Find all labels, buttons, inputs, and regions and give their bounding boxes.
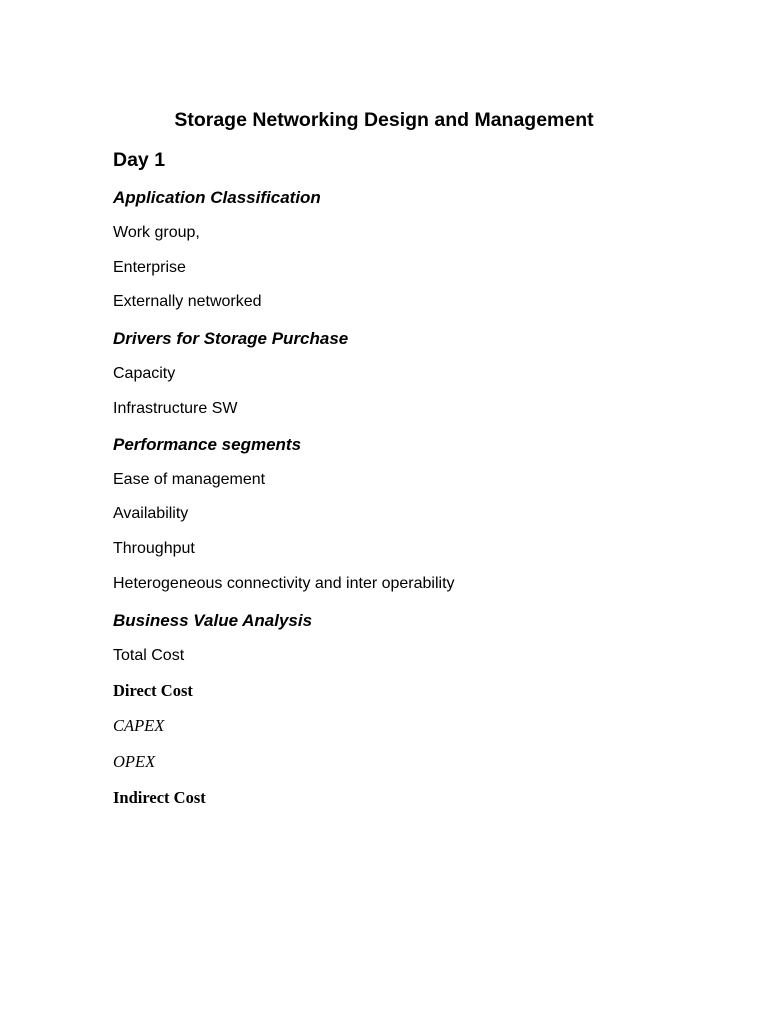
section-heading-business-value-analysis: Business Value Analysis (113, 611, 313, 630)
section-heading-application-classification: Application Classification (113, 188, 321, 207)
list-item-throughput: Throughput (113, 540, 195, 557)
list-item-work-group: Work group, (113, 224, 200, 241)
list-item-infrastructure-sw: Infrastructure SW (113, 400, 238, 417)
list-item-availability: Availability (113, 505, 189, 522)
list-item-capex: CAPEX (113, 716, 165, 735)
list-item-externally-networked: Externally networked (113, 293, 262, 310)
document-title: Storage Networking Design and Management (174, 109, 594, 131)
list-item-opex: OPEX (113, 752, 156, 771)
list-item-capacity: Capacity (113, 365, 176, 382)
list-item-total-cost: Total Cost (113, 647, 185, 664)
list-item-enterprise: Enterprise (113, 259, 186, 276)
day-heading: Day 1 (113, 149, 166, 171)
list-item-indirect-cost: Indirect Cost (113, 788, 206, 807)
list-item-heterogeneous-connectivity: Heterogeneous connectivity and inter operability (113, 575, 455, 592)
section-heading-performance-segments: Performance segments (113, 435, 302, 454)
list-item-ease-of-management: Ease of management (113, 471, 266, 488)
list-item-direct-cost: Direct Cost (113, 681, 193, 700)
section-heading-drivers: Drivers for Storage Purchase (113, 329, 349, 348)
